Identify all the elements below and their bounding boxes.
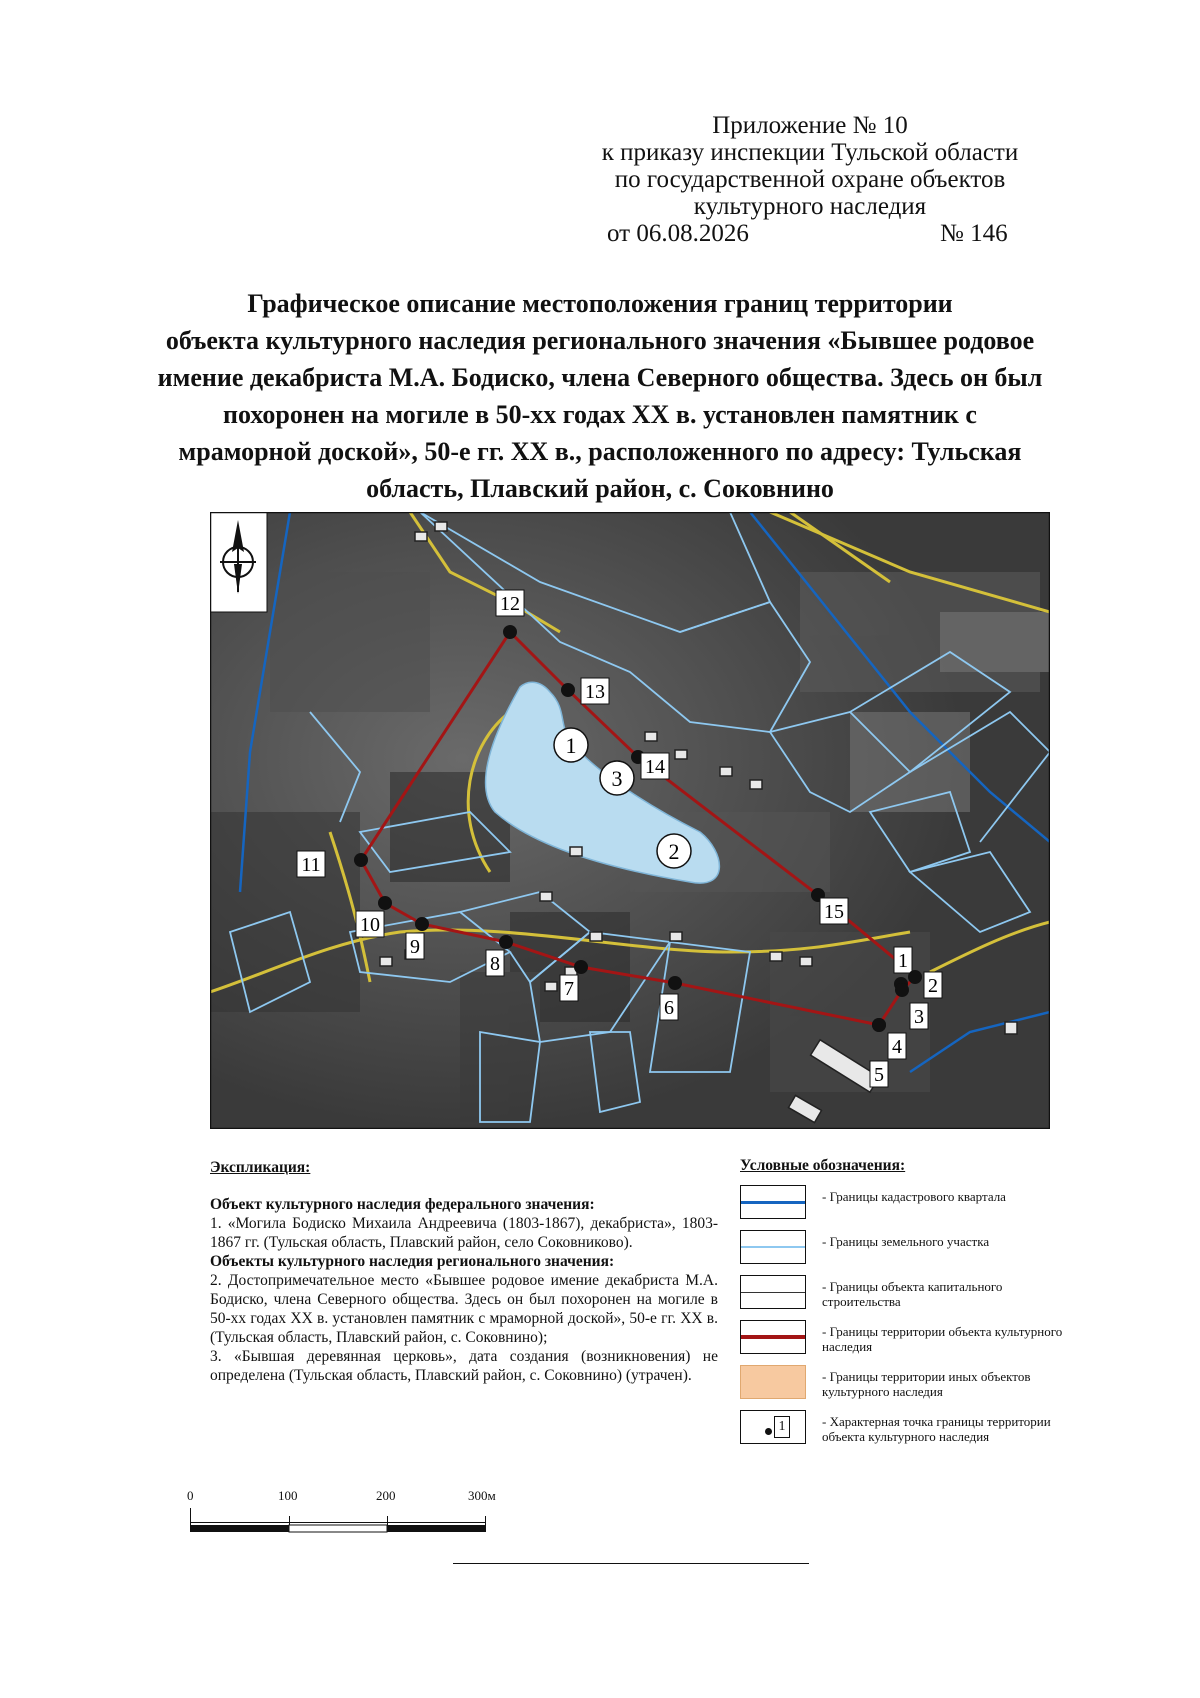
scale-tick-300: 300м [468, 1488, 496, 1503]
svg-text:4: 4 [892, 1036, 902, 1058]
legend-swatch-cadastral [740, 1185, 806, 1219]
svg-text:3: 3 [914, 1006, 924, 1028]
point-label-13 [581, 678, 609, 704]
legend-row-building [740, 1273, 1070, 1318]
title-line-6: область, Плавский район, с. Соковнино [366, 474, 834, 503]
header-line-3: по государственной охране объектов [614, 166, 1006, 193]
bottom-rule [453, 1563, 809, 1564]
boundary-point-3 [895, 983, 909, 997]
legend-swatch-other-heritage [740, 1365, 806, 1399]
legend-label-building: - Границы объекта капитального строительства [822, 1279, 1003, 1309]
svg-text:7: 7 [564, 978, 574, 1000]
point-label-14 [641, 753, 669, 779]
boundary-point-11 [354, 853, 368, 867]
order-number: № 146 [940, 220, 1008, 247]
point-label-8 [486, 950, 504, 976]
north-arrow-icon [210, 512, 267, 612]
legend-label-heritage: - Границы территории объекта культурного наследия [822, 1324, 1063, 1354]
point-label-10 [356, 911, 384, 937]
title-line-2: объекта культурного наследия регионального значения «Бывшее родовое [165, 326, 1035, 355]
legend-swatch-heritage [740, 1320, 806, 1354]
point-label-12 [496, 590, 524, 616]
legend-swatch-point [740, 1410, 806, 1444]
scale-bar [187, 1488, 510, 1534]
object-label-1: 1 [565, 733, 577, 758]
legend-row-heritage [740, 1318, 1070, 1363]
boundary-point-13 [561, 683, 575, 697]
order-date: от 06.08.2026 [607, 220, 749, 247]
object-marker-1 [554, 728, 588, 762]
svg-text:11: 11 [301, 854, 321, 876]
title-line-3: имение декабриста М.А. Бодиско, члена Северного общества. Здесь он был [157, 363, 1043, 392]
header-line-4: культурного наследия [693, 193, 927, 220]
svg-text:5: 5 [874, 1064, 884, 1086]
point-label-4 [888, 1033, 906, 1059]
explication-heading: Экспликация: [210, 1159, 311, 1176]
title-line-5: мраморной доской», 50-е гг. XX в., расположенного по адресу: Тульская [178, 437, 1022, 466]
site-map [210, 512, 1050, 1129]
svg-text:8: 8 [490, 953, 500, 975]
legend-label-parcel: - Границы земельного участка [822, 1234, 990, 1249]
legend-swatch-building [740, 1275, 806, 1309]
point-label-2 [924, 972, 942, 998]
svg-text:14: 14 [645, 756, 665, 778]
document-title [120, 285, 1080, 507]
point-label-5 [870, 1061, 888, 1087]
boundary-point-12 [503, 625, 517, 639]
boundary-point-8 [499, 935, 513, 949]
boundary-point-9 [415, 917, 429, 931]
explication-item-3: 3. «Бывшая деревянная церковь», дата создания (возникновения) не определена (Тульская область, Плавский район, с. Соковнино) (утрачен). [210, 1348, 718, 1384]
svg-text:12: 12 [500, 593, 520, 615]
point-label-6 [660, 994, 678, 1020]
svg-text:15: 15 [824, 901, 844, 923]
point-label-15 [820, 898, 848, 924]
explication [210, 1158, 718, 1385]
legend-row-other-heritage [740, 1363, 1070, 1408]
boundary-point-6 [668, 976, 682, 990]
point-label-3 [910, 1003, 928, 1029]
point-label-7 [560, 975, 578, 1001]
boundary-point-5 [872, 1018, 886, 1032]
legend-point-sample: 1 [774, 1416, 790, 1438]
svg-text:10: 10 [360, 914, 380, 936]
title-line-4: похоронен на могиле в 50-хх годах XX в. установлен памятник с [223, 400, 977, 429]
point-dot-icon [765, 1428, 772, 1435]
svg-text:6: 6 [664, 997, 674, 1019]
boundary-point-10 [378, 896, 392, 910]
document-header [560, 112, 1060, 220]
boundary-point-2 [908, 970, 922, 984]
header-line-1: Приложение № 10 [712, 112, 908, 139]
legend-row-point [740, 1408, 1070, 1453]
legend-label-cadastral: - Границы кадастрового квартала [822, 1189, 1006, 1204]
legend-row-cadastral [740, 1183, 1070, 1228]
legend [740, 1158, 1070, 1453]
point-label-1 [894, 947, 912, 973]
header-line-2: к приказу инспекции Тульской области [601, 139, 1019, 166]
federal-heading: Объект культурного наследия федерального значения: [210, 1196, 595, 1213]
object-label-2: 2 [668, 839, 680, 864]
object-marker-2 [657, 834, 691, 868]
legend-row-parcel [740, 1228, 1070, 1273]
svg-text:13: 13 [585, 681, 605, 703]
svg-text:2: 2 [928, 975, 938, 997]
explication-item-1: 1. «Могила Бодиско Михаила Андреевича (1803-1867), декабриста», 1803-1867 гг. (Тульская область, Плавский район, село Соковниково). [210, 1215, 718, 1251]
legend-label-point: - Характерная точка границы территории объекта культурного наследия [822, 1414, 1051, 1444]
title-line-1: Графическое описание местоположения границ территории [247, 289, 953, 318]
point-label-11 [297, 851, 325, 877]
regional-heading: Объекты культурного наследия регионального значения: [210, 1253, 615, 1270]
legend-label-other-heritage: - Границы территории иных объектов культурного наследия [822, 1369, 1031, 1399]
boundary-point-7 [574, 960, 588, 974]
legend-swatch-parcel [740, 1230, 806, 1264]
object-label-3: 3 [611, 766, 623, 791]
scale-tick-100: 100 [278, 1488, 298, 1503]
object-marker-3 [600, 761, 634, 795]
scale-tick-200: 200 [376, 1488, 396, 1503]
scale-tick-0: 0 [187, 1488, 194, 1503]
svg-text:9: 9 [410, 936, 420, 958]
point-label-9 [406, 933, 424, 959]
scale-graphic [190, 1508, 490, 1534]
explication-item-2: 2. Достопримечательное место «Бывшее родовое имение декабриста М.А. Бодиско, члена Северного общества. Здесь он был похоронен на могиле в 50-хх годах XX в. установлен памятник с мраморной доской», 50-е гг. XX в. (Тульская область, Плавский район, с. Соковнино); [210, 1272, 718, 1346]
legend-heading: Условные обозначения: [740, 1157, 906, 1174]
svg-text:1: 1 [898, 950, 908, 972]
